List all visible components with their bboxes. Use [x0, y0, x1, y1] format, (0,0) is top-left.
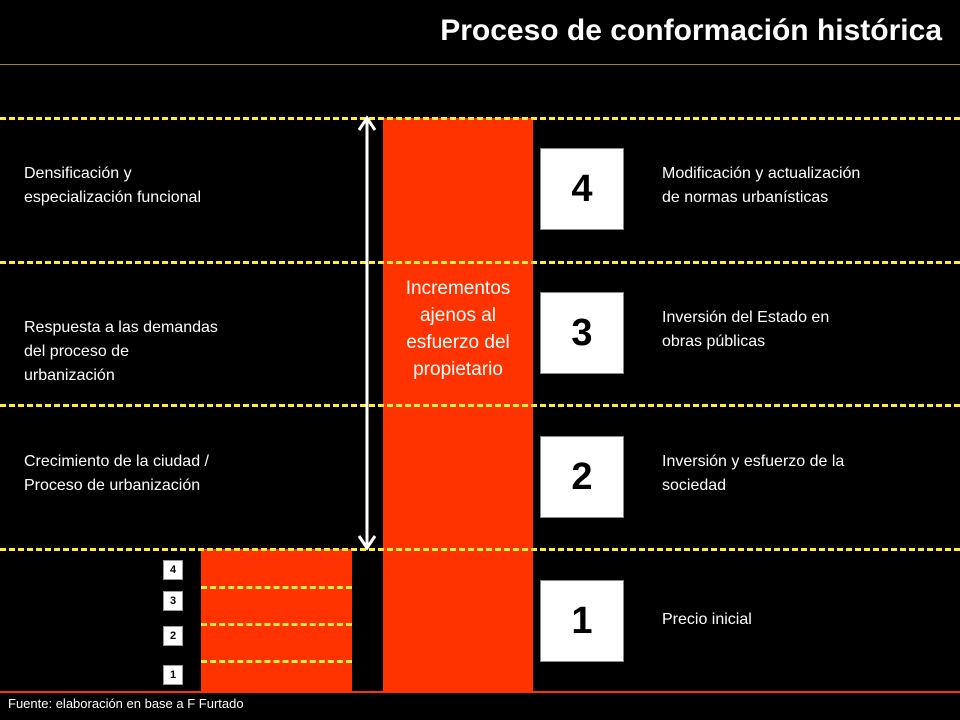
step-label-1: Precio inicial [662, 611, 752, 628]
title-divider [0, 64, 960, 65]
small-step-box-1: 1 [163, 665, 183, 685]
page-title: Proceso de conformación histórica [440, 14, 942, 47]
baseline [0, 691, 960, 693]
small-level-line-3 [201, 623, 352, 626]
small-step-box-3: 3 [163, 591, 183, 611]
step-box-3: 3 [540, 292, 624, 374]
small-step-box-2: 2 [163, 626, 183, 646]
step-box-2: 2 [540, 436, 624, 518]
step-box-4: 4 [540, 148, 624, 230]
small-level-line-4 [201, 586, 352, 589]
source-note: Fuente: elaboración en base a F Furtado [8, 696, 244, 711]
double-arrow-icon [357, 114, 377, 552]
level-line-2 [0, 404, 960, 407]
step-label-3: Inversión del Estado en obras públicas [662, 309, 830, 350]
step-label-2: Inversión y esfuerzo de la sociedad [662, 453, 845, 494]
left-label-growth: Crecimiento de la ciudad / Proceso de urbanización [24, 453, 209, 494]
small-level-line-2 [201, 660, 352, 663]
level-line-3 [0, 261, 960, 264]
left-label-densification: Densificación y especialización funcional [24, 165, 201, 206]
level-line-top [0, 117, 960, 120]
initial-price-bar [201, 549, 352, 692]
left-label-demands: Respuesta a las demandas del proceso de urbanización [24, 319, 218, 384]
small-step-box-4: 4 [163, 560, 183, 580]
bar-label: Incrementos ajenos al esfuerzo del propietario [405, 278, 511, 380]
step-label-4: Modificación y actualización de normas urbanísticas [662, 165, 861, 206]
step-box-1: 1 [540, 580, 624, 662]
level-line-1 [0, 548, 960, 551]
